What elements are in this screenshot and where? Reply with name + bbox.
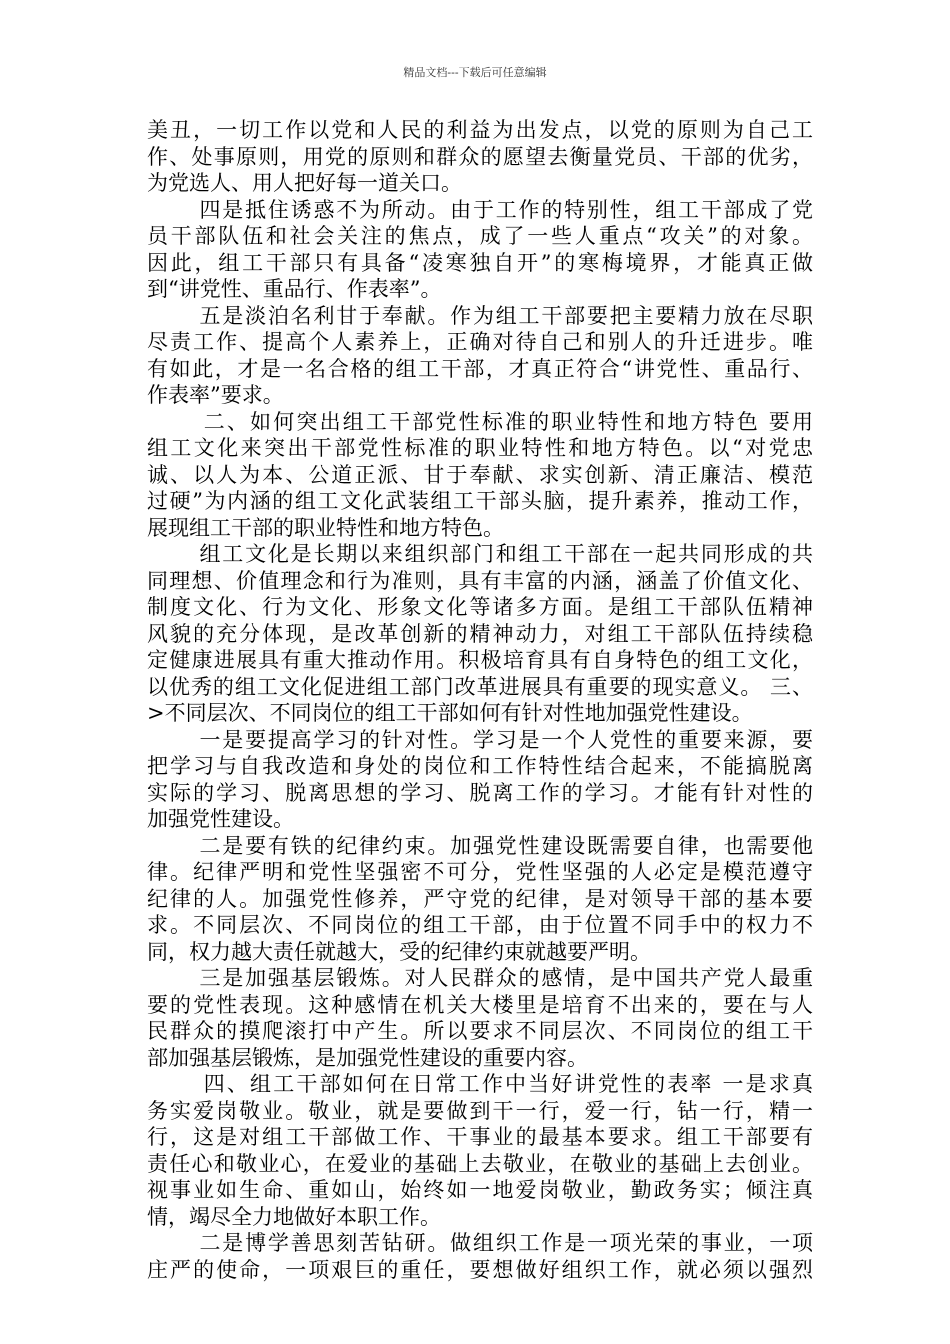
text-line: 作、处事原则，用党的原则和群众的愿望去衡量党员、干部的优劣，	[147, 144, 813, 169]
text-line: 加强党性建设。	[147, 807, 294, 831]
text-line: 美丑，一切工作以党和人民的利益为出发点，以党的原则为自己工	[147, 118, 813, 142]
text-line: 四是抵住诱惑不为所动。由于工作的特别性，组工干部成了党	[199, 197, 813, 222]
text-line: 以优秀的组工文化促进组工部门改革进展具有重要的现实意义。 三、	[147, 674, 813, 699]
text-line: >不同层次、不同岗位的组工干部如何有针对性地加强党性建设。	[147, 701, 753, 725]
text-line: 五是淡泊名利甘于奉献。作为组工干部要把主要精力放在尽职	[199, 303, 813, 328]
text-line: 四、组工干部如何在日常工作中当好讲党性的表率 一是求真	[203, 1072, 813, 1096]
text-line: 制度文化、行为文化、形象文化等诸多方面。是组工干部队伍精神	[147, 595, 813, 619]
text-line: 民群众的摸爬滚打中产生。所以要求不同层次、不同岗位的组工干	[147, 1019, 813, 1043]
text-line: 展现组工干部的职业特性和地方特色。	[147, 515, 504, 540]
text-line: 视事业如生命、重如山，始终如一地爱岗敬业，勤政务实；倾注真	[147, 1178, 813, 1202]
text-line: 组工文化是长期以来组织部门和组工干部在一起共同形成的共	[199, 542, 813, 566]
text-line: 到“讲党性、重品行、作表率”。	[147, 277, 442, 301]
text-line: 因此，组工干部只有具备“凌寒独自开”的寒梅境界，才能真正做	[147, 250, 813, 275]
text-line: 定健康进展具有重大推动作用。积极培育具有自身特色的组工文化，	[147, 648, 813, 672]
text-line: 把学习与自我改造和身处的岗位和工作特性结合起来，不能搞脱离	[147, 754, 813, 778]
text-line: 纪律的人。加强党性修养，严守党的纪律，是对领导干部的基本要	[147, 886, 813, 911]
text-line: 二是要有铁的纪律约束。加强党性建设既需要自律，也需要他	[199, 833, 813, 858]
text-line: 过硬”为内涵的组工文化武装组工干部头脑，提升素养，推动工作，	[147, 489, 813, 513]
text-line: 庄严的使命，一项艰巨的重任，要想做好组织工作，就必须以强烈	[147, 1257, 813, 1282]
text-line: 同理想、价值理念和行为准则，具有丰富的内涵，涵盖了价值文化、	[147, 568, 813, 593]
text-line: 一是要提高学习的针对性。学习是一个人党性的重要来源，要	[199, 727, 813, 752]
text-line: 组工文化来突出干部党性标准的职业特性和地方特色。以“对党忠	[147, 436, 813, 460]
text-line: 要的党性表现。这种感情在机关大楼里是培育不出来的，要在与人	[147, 992, 813, 1017]
text-line: 二是博学善思刻苦钻研。做组织工作是一项光荣的事业，一项	[199, 1231, 813, 1255]
document-body	[147, 117, 813, 1283]
text-line: 行，这是对组工干部做工作、干事业的最基本要求。组工干部要有	[147, 1125, 813, 1149]
text-line: 责任心和敬业心，在爱业的基础上去敬业，在敬业的基础上去创业。	[147, 1151, 813, 1176]
text-line: 务实爱岗敬业。敬业，就是要做到干一行，爱一行，钻一行，精一	[147, 1098, 813, 1123]
text-line: 部加强基层锻炼，是加强党性建设的重要内容。	[147, 1045, 588, 1070]
text-line: 员干部队伍和社会关注的焦点，成了一些人重点“攻关”的对象。	[147, 224, 813, 248]
text-line: 同，权力越大责任就越大，受的纪律约束就越要严明。	[147, 939, 651, 964]
page-header: 精品文档---下载后可任意编辑	[403, 66, 547, 79]
text-line: 求。不同层次、不同岗位的组工干部，由于位置不同手中的权力不	[147, 913, 813, 937]
text-line: 作表率”要求。	[147, 383, 284, 407]
text-line: 实际的学习、脱离思想的学习、脱离工作的学习。才能有针对性的	[147, 780, 813, 805]
text-line: 诚、以人为本、公道正派、甘于奉献、求实创新、清正廉洁、模范	[147, 462, 813, 487]
text-line: 三是加强基层锻炼。对人民群众的感情，是中国共产党人最重	[199, 966, 813, 990]
text-line: 二、如何突出组工干部党性标准的职业特性和地方特色 要用	[203, 409, 813, 434]
text-line: 律。纪律严明和党性坚强密不可分，党性坚强的人必定是模范遵守	[147, 860, 813, 884]
text-line: 情，竭尽全力地做好本职工作。	[147, 1204, 441, 1229]
text-line: 为党选人、用人把好每一道关口。	[147, 171, 462, 195]
text-line: 有如此，才是一名合格的组工干部，才真正符合“讲党性、重品行、	[147, 356, 813, 381]
text-line: 尽责工作、提高个人素养上，正确对待自己和别人的升迁进步。唯	[147, 330, 813, 354]
text-line: 风貌的充分体现，是改革创新的精神动力，对组工干部队伍持续稳	[147, 621, 813, 646]
